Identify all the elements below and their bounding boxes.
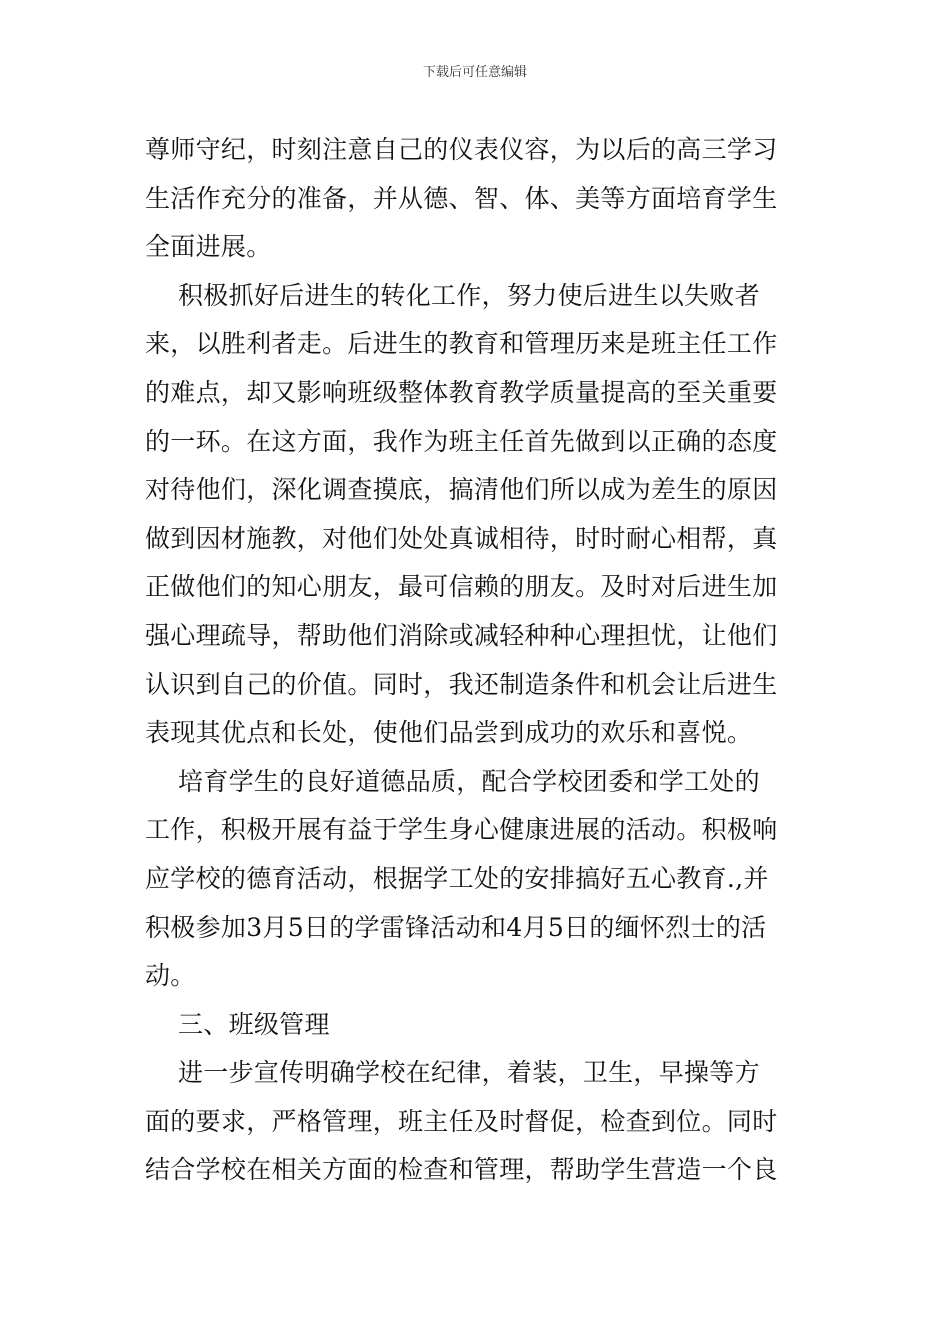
paragraph-moral-education: 培育学生的良好道德品质，配合学校团委和学工处的 工作，积极开展有益于学生身心健康进展的活动。积极响 应学校的德育活动，根据学工处的安排搞好五心教育.,并 积极参加3月5日的学雷锋活动和4月5日的缅怀烈士的活 动。 — [145, 766, 778, 991]
paragraph-class-management: 进一步宣传明确学校在纪律，着装，卫生，早操等方 面的要求，严格管理，班主任及时督促，检查到位。同时 结合学校在相关方面的检查和管理，帮助学生营造一个良 — [145, 1058, 778, 1185]
document-body — [145, 126, 815, 1195]
section-heading-class-management: 三、班级管理 — [145, 1009, 330, 1039]
paragraph-continuation: 尊师守纪，时刻注意自己的仪表仪容，为以后的高三学习 生活作充分的准备，并从德、智、体、美等方面培育学生 全面进展。 — [145, 135, 778, 262]
paragraph-underachievers: 积极抓好后进生的转化工作，努力使后进生以失败者 来，以胜利者走。后进生的教育和管理历来是班主任工作 的难点，却又影响班级整体教育教学质量提高的至关重要 的一环。在这方面，我作为班主任首先做到以正确的态度 对待他们，深化调查摸底，搞清他们所以成为差生的原因 做到因材施教，对他们处处真诚相待，时时耐心相帮，真 正做他们的知心朋友，最可信赖的朋友。及时对后进生加 强心理疏导，帮助他们消除或减轻种种心理担忧，让他们 认识到自己的价值。同时，我还制造条件和机会让后进生 表现其优点和长处，使他们品尝到成功的欢乐和喜悦。 — [145, 280, 778, 748]
page-header: 下载后可任意编辑 — [422, 65, 527, 80]
